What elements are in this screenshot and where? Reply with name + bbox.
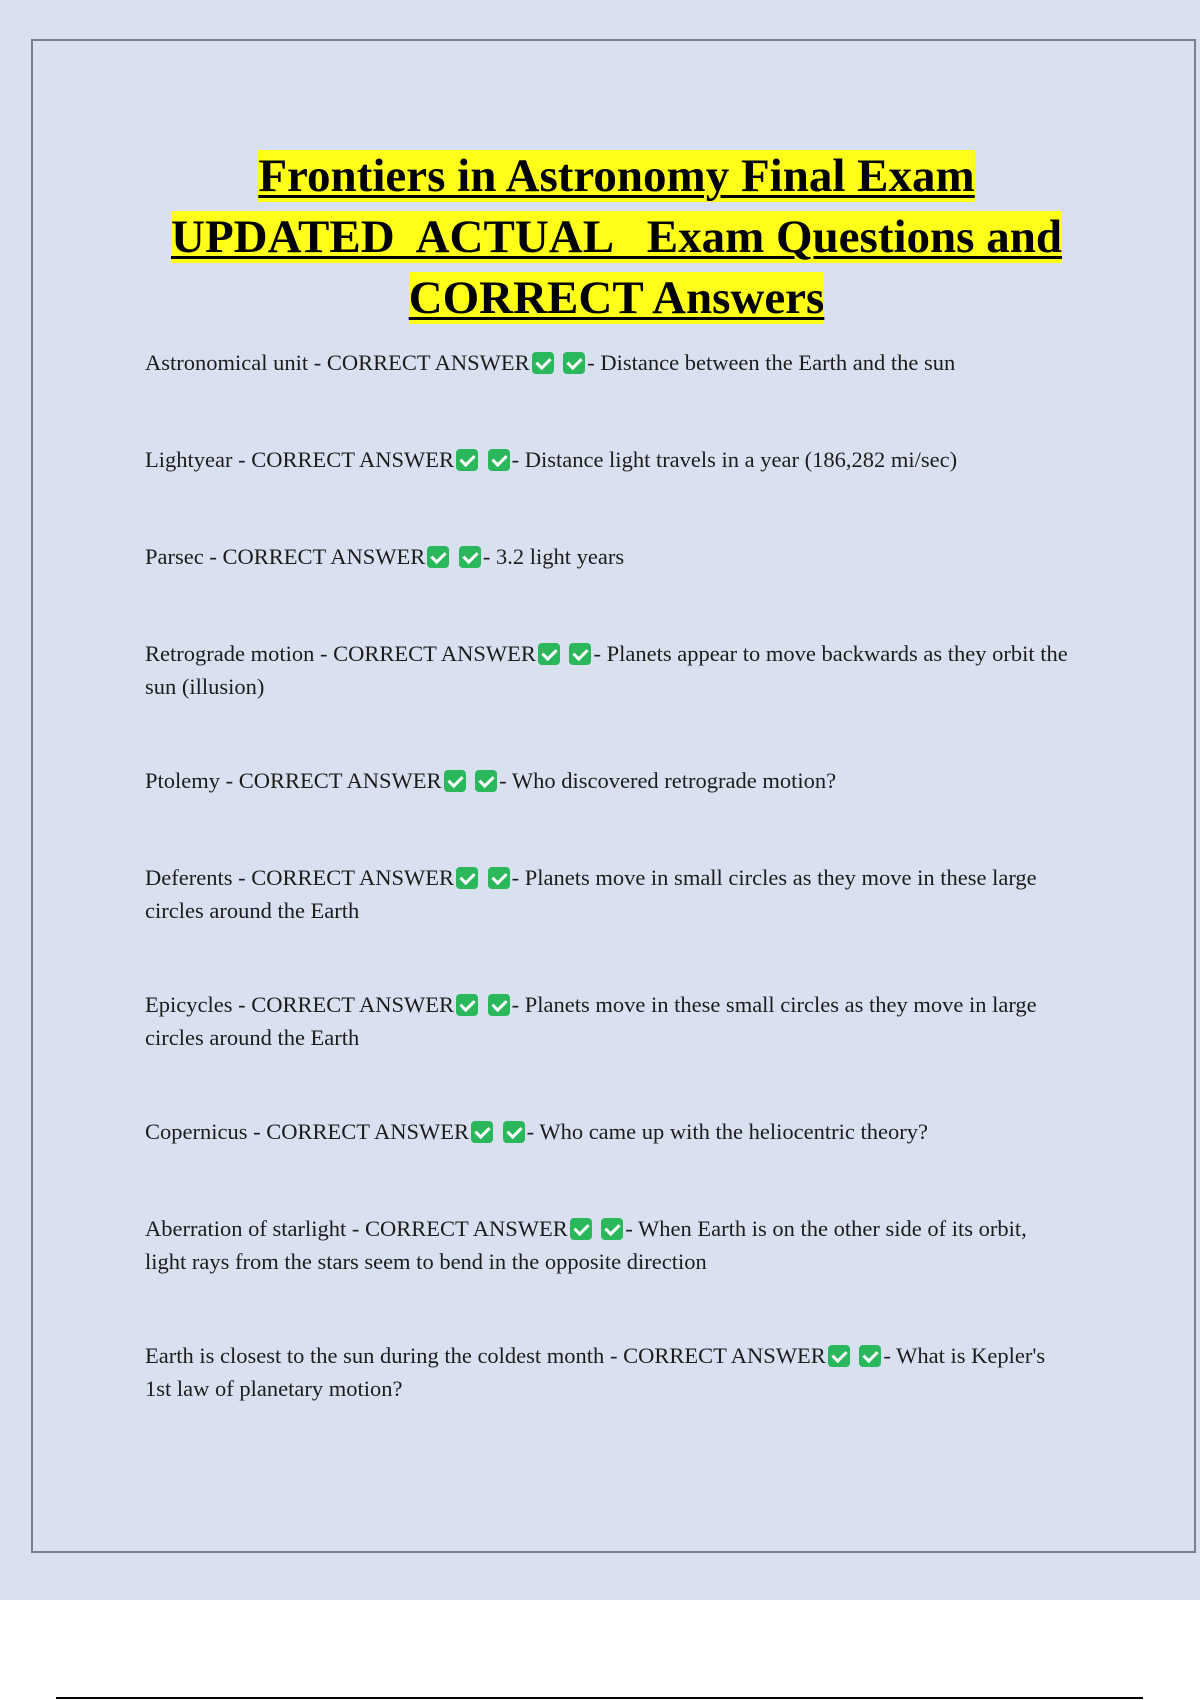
- check-mark-icon: [488, 867, 510, 889]
- qa-term: Deferents: [145, 865, 233, 890]
- check-mark-icon: [601, 1218, 623, 1240]
- qa-term: Parsec: [145, 544, 204, 569]
- title-line: CORRECT Answers: [408, 272, 825, 324]
- check-mark-icon: [532, 352, 554, 374]
- check-mark-icon: [459, 546, 481, 568]
- check-mark-icon: [563, 352, 585, 374]
- check-mark-icon: [427, 546, 449, 568]
- qa-item: Astronomical unit - CORRECT ANSWER - Distance between the Earth and the sun: [145, 350, 956, 375]
- answer-marker: CORRECT ANSWER: [251, 865, 454, 890]
- qa-item: Parsec - CORRECT ANSWER - 3.2 light years: [145, 544, 625, 569]
- check-mark-icon: [456, 994, 478, 1016]
- qa-item: Ptolemy - CORRECT ANSWER - Who discovered retrograde motion?: [145, 768, 837, 793]
- qa-answer: When Earth is on the other side of its orbit, light rays from the stars seem to bend in the opposite direction: [145, 1216, 1027, 1274]
- check-mark-icon: [488, 994, 510, 1016]
- qa-term: Ptolemy: [145, 768, 221, 793]
- qa-term: Epicycles: [145, 992, 233, 1017]
- qa-answer: Planets move in these small circles as they move in large circles around the Earth: [145, 992, 1037, 1050]
- qa-answer: Distance between the Earth and the sun: [600, 350, 956, 375]
- qa-term: Aberration of starlight: [145, 1216, 347, 1241]
- check-mark-icon: [570, 1218, 592, 1240]
- qa-item: Epicycles - CORRECT ANSWER - Planets move in these small circles as they move in large circles around the Earth: [145, 992, 1037, 1050]
- qa-answer: 3.2 light years: [495, 544, 625, 569]
- answer-marker: CORRECT ANSWER: [326, 350, 530, 375]
- check-mark-icon: [828, 1345, 850, 1367]
- check-mark-icon: [475, 770, 497, 792]
- qa-answer: Planets move in small circles as they move in these large circles around the Earth: [145, 865, 1037, 923]
- qa-answer: Who discovered retrograde motion?: [511, 768, 837, 793]
- qa-item: Retrograde motion - CORRECT ANSWER - Planets appear to move backwards as they orbit the sun (illusion): [145, 641, 1068, 699]
- qa-term: Copernicus: [145, 1119, 248, 1144]
- check-mark-icon: [444, 770, 466, 792]
- qa-answer: What is Kepler's 1st law of planetary motion?: [145, 1343, 1046, 1401]
- check-mark-icon: [538, 643, 560, 665]
- answer-marker: CORRECT ANSWER: [266, 1119, 469, 1144]
- check-mark-icon: [488, 449, 510, 471]
- answer-marker: CORRECT ANSWER: [364, 1216, 568, 1241]
- qa-answer: Who came up with the heliocentric theory?: [539, 1119, 928, 1144]
- qa-term: Astronomical unit: [145, 350, 309, 375]
- title-line: Frontiers in Astronomy Final Exam: [258, 150, 975, 202]
- qa-term: Earth is closest to the sun during the coldest month: [145, 1343, 605, 1368]
- check-mark-icon: [456, 867, 478, 889]
- check-mark-icon: [503, 1121, 525, 1143]
- qa-item: Deferents - CORRECT ANSWER - Planets move in small circles as they move in these large circles around the Earth: [145, 865, 1037, 923]
- check-mark-icon: [471, 1121, 493, 1143]
- answer-marker: CORRECT ANSWER: [222, 544, 426, 569]
- qa-term: Lightyear: [145, 447, 233, 472]
- qa-term: Retrograde motion: [145, 641, 315, 666]
- answer-marker: CORRECT ANSWER: [251, 447, 454, 472]
- answer-marker: CORRECT ANSWER: [333, 641, 536, 666]
- qa-item: Earth is closest to the sun during the coldest month - CORRECT ANSWER - What is Kepler's 1st law of planetary motion?: [145, 1343, 1046, 1401]
- check-mark-icon: [569, 643, 591, 665]
- check-mark-icon: [456, 449, 478, 471]
- title-line: UPDATED ACTUAL Exam Questions and: [171, 211, 1062, 263]
- answer-marker: CORRECT ANSWER: [251, 992, 454, 1017]
- document-title: [60, 146, 1173, 329]
- qa-answer: Distance light travels in a year (186,282 mi/sec): [524, 447, 958, 472]
- qa-item: Aberration of starlight - CORRECT ANSWER - When Earth is on the other side of its orbit, light rays from the stars seem to bend in the opposite direction: [145, 1216, 1027, 1274]
- answer-marker: CORRECT ANSWER: [238, 768, 442, 793]
- qa-answer: Planets appear to move backwards as they orbit the sun (illusion): [145, 641, 1068, 699]
- check-mark-icon: [859, 1345, 881, 1367]
- answer-marker: CORRECT ANSWER: [623, 1343, 826, 1368]
- footer-divider: [56, 1697, 1143, 1699]
- qa-item: Lightyear - CORRECT ANSWER - Distance light travels in a year (186,282 mi/sec): [145, 447, 958, 472]
- qa-item: Copernicus - CORRECT ANSWER - Who came up with the heliocentric theory?: [145, 1119, 928, 1144]
